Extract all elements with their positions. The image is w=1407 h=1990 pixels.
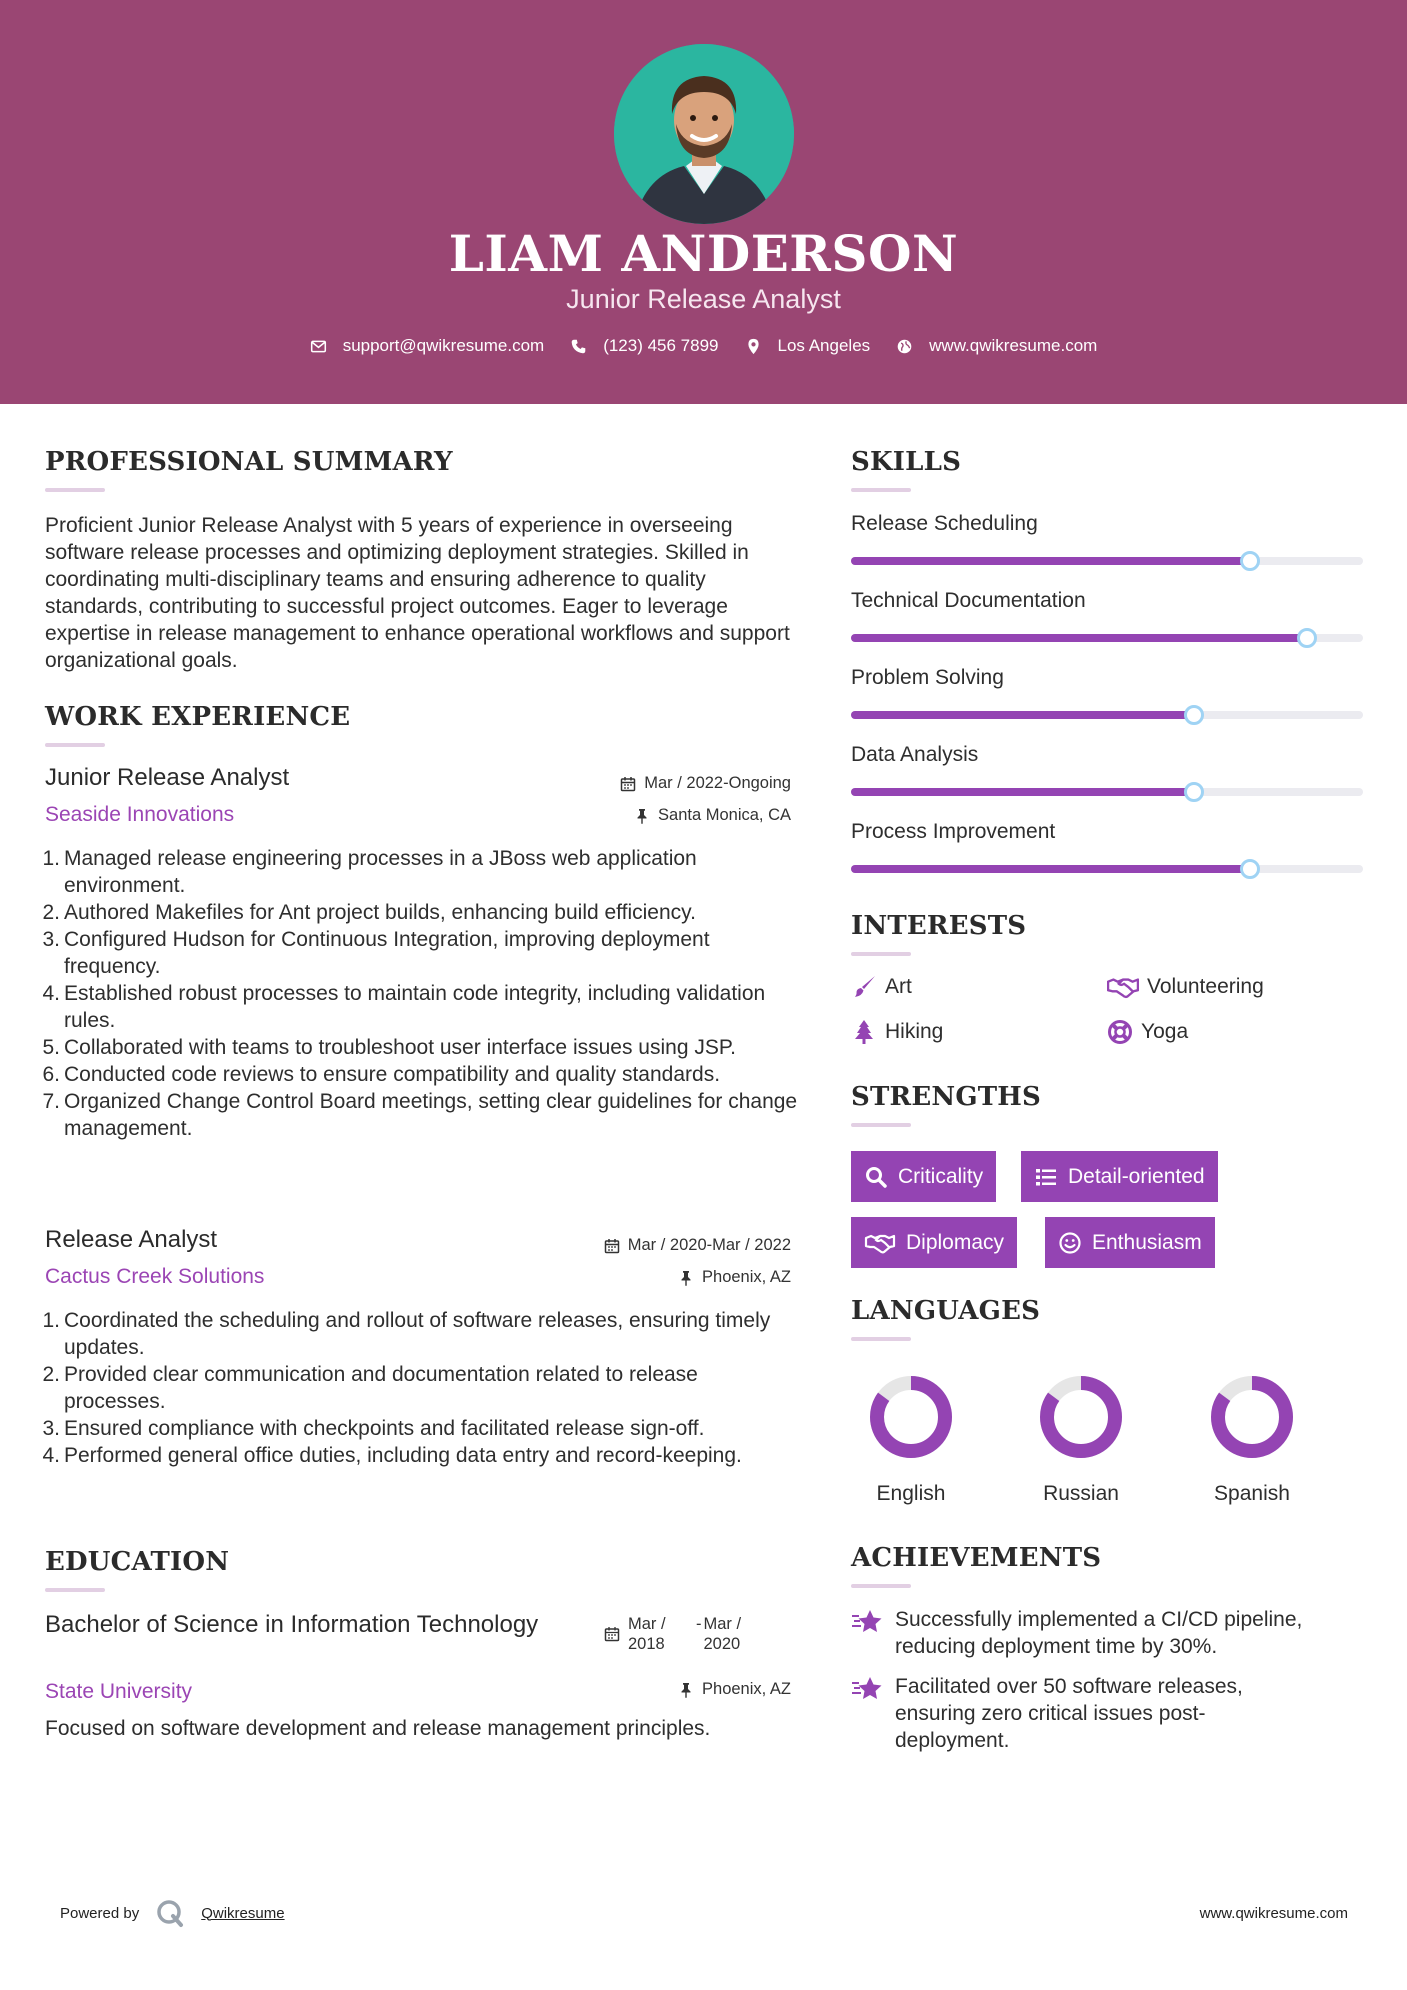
school-name: State University (45, 1680, 193, 1703)
achievements-heading-underline (851, 1584, 911, 1588)
qwikresume-link[interactable]: Qwikresume (201, 1904, 285, 1922)
language-item (1026, 1374, 1136, 1506)
list-icon (1034, 1165, 1058, 1189)
education-dates (604, 1614, 760, 1654)
smile-icon (1058, 1231, 1082, 1255)
contact-phone[interactable] (570, 336, 718, 356)
interests-heading-underline (851, 952, 911, 956)
handshake-icon (1107, 974, 1139, 1000)
list-item: 7. Organized Change Control Board meetings, setting clear guidelines for change management. (42, 1090, 798, 1140)
star-award-icon (851, 1608, 883, 1636)
achievement-2: Facilitated over 50 software releases, ensuring zero critical issues post-deployment. (851, 1673, 1371, 1754)
pushpin-icon (678, 1270, 694, 1286)
candidate-title: Junior Release Analyst (566, 284, 841, 314)
interest-art: Art (851, 974, 912, 1000)
achievement-1: Successfully implemented a CI/CD pipeline, reducing deployment time by 30%. (851, 1606, 1371, 1660)
skill-label: Technical Documentation (851, 589, 1086, 612)
skill-label: Problem Solving (851, 666, 1004, 689)
job-1-dates-text: Mar / 2022-Ongoing (644, 774, 791, 792)
language-item (856, 1374, 966, 1506)
language-item (1197, 1374, 1307, 1506)
calendar-icon (620, 776, 636, 792)
globe-icon (896, 338, 913, 355)
pushpin-icon (678, 1682, 694, 1698)
skill-bar-track (851, 711, 1363, 719)
skill-bar-fill (851, 557, 1250, 565)
skill-bar-track (851, 865, 1363, 873)
job-1-title: Junior Release Analyst (45, 764, 290, 791)
resume-header (0, 0, 1407, 404)
summary-heading: PROFESSIONAL SUMMARY (45, 447, 453, 477)
job-2-company: Cactus Creek Solutions (45, 1265, 265, 1288)
skill-level-knob (1240, 859, 1260, 879)
experience-heading: WORK EXPERIENCE (45, 702, 351, 732)
education-heading: EDUCATION (45, 1547, 230, 1577)
list-item: 5. Collaborated with teams to troubleshoot user interface issues using JSP. (42, 1036, 736, 1059)
list-item: 1. Managed release engineering processes in a JBoss web application environment. (42, 847, 697, 897)
strength-criticality: Criticality (851, 1151, 996, 1202)
summary-text: Proficient Junior Release Analyst with 5 years of experience in overseeing software release processes and optimizing deployment strategies. Skilled in coordinating multi-disciplinary teams and ensuring adherence to quality standards, contributing to successful project outcomes. Eager to leverage expertise in release management to enhance operational workflows and support organizational goals. (45, 514, 790, 672)
skill-bar-fill (851, 865, 1250, 873)
job-1-company: Seaside Innovations (45, 803, 235, 826)
list-item: 2. Authored Makefiles for Ant project builds, enhancing build efficiency. (42, 901, 696, 924)
interest-yoga: Yoga (1107, 1019, 1188, 1045)
map-pin-icon (745, 338, 762, 355)
languages-heading-underline (851, 1337, 911, 1341)
degree-title: Bachelor of Science in Information Technology (45, 1611, 539, 1638)
skill-level-knob (1184, 782, 1204, 802)
job-2-title: Release Analyst (45, 1226, 218, 1253)
education-location-text: Phoenix, AZ (702, 1680, 791, 1698)
contact-bar (0, 336, 1407, 356)
job-1-bullets (38, 845, 798, 1142)
pushpin-icon (634, 808, 650, 824)
contact-location (745, 336, 871, 356)
qwikresume-logo-icon (155, 1898, 185, 1928)
skill-bar-track (851, 788, 1363, 796)
list-item: 3. Ensured compliance with checkpoints and facilitated release sign-off. (42, 1417, 705, 1440)
lifering-icon (1107, 1019, 1133, 1045)
education-date-separator: - (696, 1615, 702, 1633)
education-location (678, 1680, 791, 1699)
language-level-donut (1209, 1374, 1295, 1460)
tree-icon (851, 1019, 877, 1045)
summary-heading-underline (45, 488, 105, 492)
list-item: 4. Established robust processes to maintain code integrity, including validation rules. (42, 982, 766, 1032)
skill-label: Process Improvement (851, 820, 1056, 843)
skill-level-knob (1297, 628, 1317, 648)
education-end: Mar / 2020 (703, 1615, 742, 1653)
language-level-donut (868, 1374, 954, 1460)
list-item: 2. Provided clear communication and documentation related to release processes. (42, 1363, 698, 1413)
skills-heading-underline (851, 488, 911, 492)
skill-level-knob (1184, 705, 1204, 725)
language-name: Russian (1043, 1482, 1119, 1505)
job-2-location (678, 1268, 791, 1287)
star-award-icon (851, 1675, 883, 1703)
list-item: 3. Configured Hudson for Continuous Integration, improving deployment frequency. (42, 928, 710, 978)
footer-website[interactable]: www.qwikresume.com (1199, 1905, 1348, 1922)
job-1-location (634, 806, 791, 825)
powered-by-label: Powered by (60, 1904, 140, 1922)
list-item: 6. Conducted code reviews to ensure compatibility and quality standards. (42, 1063, 721, 1086)
education-description: Focused on software development and release management principles. (45, 1717, 711, 1740)
skill-label: Data Analysis (851, 743, 979, 766)
strength-detail-oriented: Detail-oriented (1021, 1151, 1218, 1202)
strength-diplomacy: Diplomacy (851, 1217, 1017, 1268)
strengths-heading: STRENGTHS (851, 1082, 1042, 1112)
contact-website[interactable] (896, 336, 1097, 356)
interests-heading: INTERESTS (851, 911, 1027, 941)
achievements-heading: ACHIEVEMENTS (851, 1543, 1102, 1573)
envelope-icon (310, 338, 327, 355)
contact-email-text: support@qwikresume.com (342, 336, 545, 355)
language-level-donut (1038, 1374, 1124, 1460)
skill-label: Release Scheduling (851, 512, 1038, 535)
strength-enthusiasm: Enthusiasm (1045, 1217, 1215, 1268)
job-2-bullets (38, 1307, 798, 1469)
interest-volunteering: Volunteering (1107, 974, 1264, 1000)
languages-heading: LANGUAGES (851, 1296, 1041, 1326)
contact-website-text: www.qwikresume.com (929, 336, 1098, 355)
job-1-location-text: Santa Monica, CA (658, 806, 791, 824)
list-item: 4. Performed general office duties, including data entry and record-keeping. (42, 1444, 742, 1467)
language-name: English (876, 1482, 946, 1505)
skill-bar-track (851, 634, 1363, 642)
skill-level-knob (1240, 551, 1260, 571)
education-heading-underline (45, 1588, 105, 1592)
calendar-icon (604, 1238, 620, 1254)
job-1-dates (620, 774, 791, 793)
paintbrush-icon (851, 974, 877, 1000)
list-item: 1. Coordinated the scheduling and rollout of software releases, ensuring timely updates. (42, 1309, 771, 1359)
experience-heading-underline (45, 743, 105, 747)
skills-heading: SKILLS (851, 447, 962, 477)
job-2-location-text: Phoenix, AZ (702, 1268, 791, 1286)
skill-bar-fill (851, 634, 1307, 642)
job-2-dates (604, 1236, 791, 1255)
strengths-heading-underline (851, 1123, 911, 1127)
skill-bar-track (851, 557, 1363, 565)
search-icon (864, 1165, 888, 1189)
skill-bar-fill (851, 788, 1194, 796)
phone-icon (570, 338, 587, 355)
contact-email[interactable] (310, 336, 545, 356)
job-2-dates-text: Mar / 2020-Mar / 2022 (627, 1236, 791, 1254)
language-name: Spanish (1214, 1482, 1290, 1505)
skill-bar-fill (851, 711, 1194, 719)
contact-location-text: Los Angeles (777, 336, 871, 355)
contact-phone-text: (123) 456 7899 (603, 336, 719, 355)
profile-photo (614, 44, 794, 224)
candidate-name: LIAM ANDERSON (448, 224, 959, 283)
interest-hiking: Hiking (851, 1019, 943, 1045)
calendar-icon (604, 1626, 620, 1642)
education-start: Mar / 2018 (628, 1615, 666, 1653)
footer-powered-by (60, 1898, 285, 1928)
handshake-icon (864, 1231, 896, 1255)
